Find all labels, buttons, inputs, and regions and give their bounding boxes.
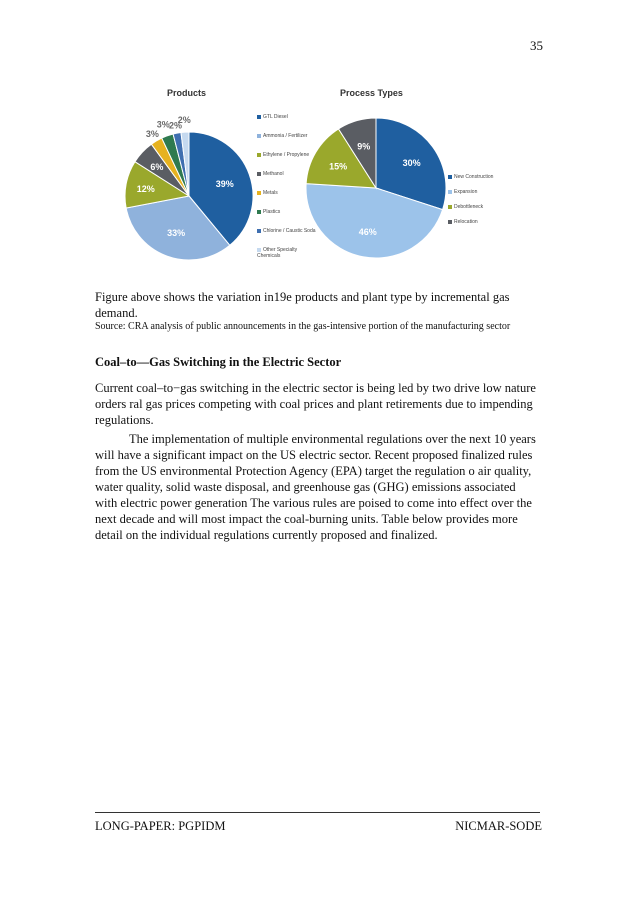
products-legend bbox=[257, 114, 319, 274]
legend-swatch bbox=[257, 172, 261, 176]
pie-label-relocation: 9% bbox=[357, 141, 371, 152]
page-number: 35 bbox=[530, 38, 543, 53]
legend-swatch bbox=[257, 134, 261, 138]
pie-label-expansion: 46% bbox=[358, 227, 377, 238]
legend-swatch bbox=[257, 191, 261, 195]
products-chart-title: Products bbox=[167, 88, 207, 98]
legend-item-other-specialty-chemicals bbox=[257, 247, 317, 259]
legend-swatch bbox=[257, 229, 261, 233]
pie-label-gtl-diesel: 39% bbox=[215, 179, 234, 190]
legend-item-ethylene-propylene bbox=[257, 152, 317, 158]
pie-label-plastics: 3% bbox=[156, 119, 170, 130]
legend-item-new-construction bbox=[448, 174, 508, 180]
pie-label-metals: 3% bbox=[145, 129, 159, 140]
legend-item-relocation bbox=[448, 219, 508, 225]
footer-left: LONG-PAPER: PGPIDM bbox=[95, 819, 226, 833]
legend-label: Ammonia / Fertilizer bbox=[263, 133, 308, 139]
legend-label: Other Specialty Chemicals bbox=[257, 247, 298, 259]
pie-label-ethylene-propylene: 12% bbox=[136, 183, 155, 194]
legend-item-plastics bbox=[257, 209, 317, 215]
legend-swatch bbox=[257, 153, 261, 157]
pie-label-other-specialty-chemicals: 2% bbox=[177, 115, 191, 126]
pie-label-new-construction: 30% bbox=[402, 158, 421, 169]
legend-swatch bbox=[257, 248, 261, 252]
legend-item-ammonia-fertilizer bbox=[257, 133, 317, 139]
products-pie-chart bbox=[115, 104, 255, 274]
section-heading: Coal–to—Gas Switching in the Electric Sector bbox=[95, 355, 342, 369]
legend-label: Debottleneck bbox=[454, 204, 484, 210]
legend-label: Ethylene / Propylene bbox=[263, 152, 310, 158]
legend-swatch bbox=[448, 205, 452, 209]
paragraph-2-text: The implementation of multiple environmental regulations over the next 10 years will have a significant impact on the US electric sector. Recent proposed finalized rules from the US environmental Protection Agency (EPA) target the regulation o air quality, water quality, solid waste disposal, and greenhouse gas (GHG) emissions associated with electric power generation The various rules are poised to come into effect over the next decade and will most impact the coal-burning units. Table below provides more detail on the individual regulations currently proposed and finalized. bbox=[95, 432, 536, 542]
figure-caption: Figure above shows the variation in19e products and plant type by incremental gas demand. bbox=[95, 290, 510, 320]
footer-right: NICMAR-SODE bbox=[455, 819, 542, 833]
legend-swatch bbox=[257, 210, 261, 214]
pie-label-chlorine-caustic-soda: 2% bbox=[169, 120, 183, 131]
pie-label-debottleneck: 15% bbox=[329, 161, 348, 172]
source-note: Source: CRA analysis of public announcements in the gas-intensive portion of the manufacturing sector bbox=[95, 321, 511, 332]
legend-label: Chlorine / Caustic Soda bbox=[263, 228, 316, 234]
legend-item-debottleneck bbox=[448, 204, 508, 210]
legend-label: GTL Diesel bbox=[263, 114, 288, 120]
pie-label-methanol: 6% bbox=[150, 161, 164, 172]
legend-label: Relocation bbox=[454, 219, 478, 225]
pie-label-ammonia-fertilizer: 33% bbox=[167, 227, 186, 238]
figure-pie-charts bbox=[115, 82, 525, 282]
process-chart-title: Process Types bbox=[340, 88, 403, 98]
paragraph-2 bbox=[95, 431, 540, 543]
legend-item-gtl-diesel bbox=[257, 114, 317, 120]
legend-swatch bbox=[448, 175, 452, 179]
footer-rule bbox=[95, 812, 540, 813]
legend-label: Methanol bbox=[263, 171, 284, 177]
legend-swatch bbox=[448, 190, 452, 194]
legend-item-methanol bbox=[257, 171, 317, 177]
legend-item-expansion bbox=[448, 189, 508, 195]
paragraph-1: Current coal–to−gas switching in the electric sector is being led by two drive low nature orders ral gas prices competing with coal prices and plant retirements due to impending regulations. bbox=[95, 381, 536, 427]
legend-label: Plastics bbox=[263, 209, 281, 215]
legend-label: Expansion bbox=[454, 189, 478, 195]
legend-label: Metals bbox=[263, 190, 278, 196]
legend-swatch bbox=[257, 115, 261, 119]
process-legend bbox=[448, 174, 518, 244]
legend-label: New Construction bbox=[454, 174, 494, 180]
process-pie-chart bbox=[300, 104, 450, 274]
legend-item-chlorine-caustic-soda bbox=[257, 228, 317, 234]
legend-item-metals bbox=[257, 190, 317, 196]
legend-swatch bbox=[448, 220, 452, 224]
